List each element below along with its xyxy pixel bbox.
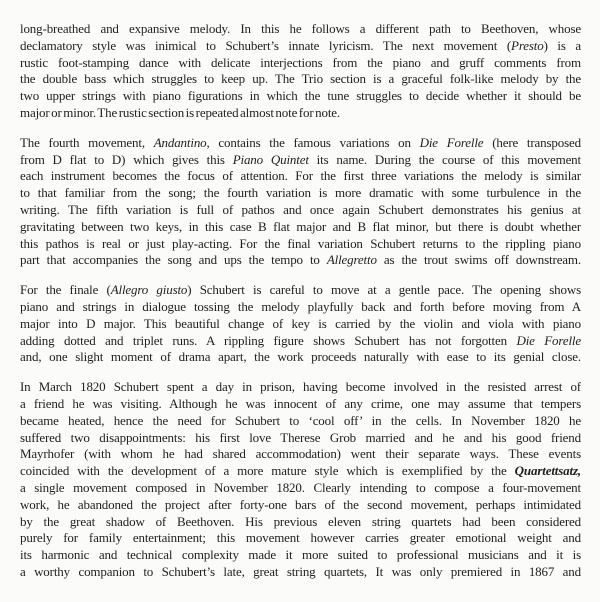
text-line xyxy=(20,463,581,480)
emphasized-text: Allegretto xyxy=(326,252,377,268)
emphasized-text: Andantino xyxy=(153,134,207,150)
text-run: coincided with the development of a more mature style which is exemplified by the xyxy=(20,463,515,479)
emphasized-text: Quartettsatz, xyxy=(514,463,581,479)
text-run: two upper strings with piano figurations in which the tune struggles to decide whether it should be xyxy=(20,88,581,104)
text-line xyxy=(20,152,581,169)
text-run: to that familiar from the song; the fourth variation is more dramatic with some turbulence in the xyxy=(20,185,581,201)
text-run: a worthy companion to Schubert’s late, great string quartets, It was only premiered in 1867 and xyxy=(20,563,581,579)
text-line xyxy=(20,547,581,564)
text-line xyxy=(20,135,581,152)
text-run: part that accompanies the song and ups the tempo to xyxy=(20,252,327,268)
paragraph xyxy=(20,379,581,581)
text-run: ) is a xyxy=(543,37,581,53)
text-line xyxy=(20,236,581,253)
text-run: each instrument becomes the focus of attention. For the first three variations the melody is similar xyxy=(20,168,581,184)
text-run: a friend he was visiting. Although he was innocent of any crime, one may assume that tempers xyxy=(20,395,581,411)
text-line xyxy=(20,219,581,236)
text-run: its harmonic and technical complexity made it more suited to professional musicians and it is xyxy=(20,547,581,563)
text-run: long-breathed and expansive melody. In this he follows a different path to Beethoven, whose xyxy=(20,21,581,36)
text-run: ) Schubert is careful to move at a gentle pace. The opening shows xyxy=(187,282,581,298)
emphasized-text: Die Forelle xyxy=(516,332,581,348)
text-run: major or minor. The rustic section is repeated almost note for note. xyxy=(20,104,340,120)
text-line xyxy=(20,105,581,122)
text-line xyxy=(20,446,581,463)
text-line xyxy=(20,333,581,350)
paragraph xyxy=(20,282,581,366)
text-run: declamatory style was inimical to Schubert’s innate lyricism. The next movement ( xyxy=(20,37,512,53)
text-line xyxy=(20,480,581,497)
text-run: this pathos is real or just play-acting. For the final variation Schubert returns to the rippling piano xyxy=(20,235,581,251)
text-line xyxy=(20,514,581,531)
text-line xyxy=(20,430,581,447)
text-line xyxy=(20,71,581,88)
text-run: became heated, hence the need for Schubert to ‘cool off’ in the cells. In November 1820 he xyxy=(20,412,581,428)
text-run: by the great shadow of Beethoven. His previous eleven string quartets had been considered xyxy=(20,513,581,529)
emphasized-text: Presto xyxy=(511,37,544,53)
text-run: from D flat to D) which gives this xyxy=(20,151,233,167)
document-body xyxy=(20,21,581,581)
text-line xyxy=(20,202,581,219)
text-line xyxy=(20,168,581,185)
text-run: as the trout swims off downstream. xyxy=(376,252,581,268)
text-line xyxy=(20,379,581,396)
text-line xyxy=(20,252,581,269)
text-line xyxy=(20,21,581,38)
text-line xyxy=(20,413,581,430)
text-run: rustic foot-stamping dance with delicate interjections from the piano and gruff comments from xyxy=(20,54,581,70)
text-run: major into D major. This beautiful change of key is carried by the violin and viola with piano xyxy=(20,315,581,331)
text-run: In March 1820 Schubert spent a day in prison, having become involved in the resisted arrest of xyxy=(20,379,581,395)
text-run: piano and strings in dialogue tossing the melody playfully back and forth before moving from A xyxy=(20,298,581,314)
text-run: the double bass which struggles to keep up. The Trio section is a graceful folk-like melody by the xyxy=(20,71,581,87)
text-run: writing. The fifth variation is full of pathos and once again Schubert demonstrates his genius at xyxy=(20,201,581,217)
text-run: Mayrhofer (with whom he had shared accommodation) went their separate ways. These events xyxy=(20,446,581,462)
paragraph xyxy=(20,135,581,269)
paragraph xyxy=(20,21,581,122)
text-line xyxy=(20,396,581,413)
text-line xyxy=(20,530,581,547)
text-run: purely for family entertainment; this movement however carries greater emotional weight and xyxy=(20,530,581,546)
text-line xyxy=(20,299,581,316)
emphasized-text: Piano Quintet xyxy=(232,151,309,167)
text-line xyxy=(20,38,581,55)
text-line xyxy=(20,497,581,514)
emphasized-text: Allegro giusto xyxy=(110,282,188,298)
text-run: The fourth movement, xyxy=(20,134,154,150)
text-run: suffered two disappointments: his first love Therese Grob married and he and his good friend xyxy=(20,429,581,445)
text-run: a single movement composed in November 1820. Clearly intending to compose a four-movement xyxy=(20,479,581,495)
text-run: , contains the famous variations on xyxy=(206,134,420,150)
text-line xyxy=(20,185,581,202)
text-line xyxy=(20,88,581,105)
text-run: (here transposed xyxy=(483,134,581,150)
text-run: work, he abandoned the project after forty-one bars of the second movement, perhaps intimidated xyxy=(20,496,581,512)
text-line xyxy=(20,349,581,366)
text-line xyxy=(20,282,581,299)
emphasized-text: Die Forelle xyxy=(419,134,484,150)
text-line xyxy=(20,316,581,333)
text-run: gravitating between two keys, in this case B flat major and B flat minor, but there is doubt whether xyxy=(20,218,581,234)
text-run: its name. During the course of this movement xyxy=(308,151,581,167)
text-line xyxy=(20,564,581,581)
text-run: and, one slight moment of drama apart, the work proceeds naturally with ease to its genial close. xyxy=(20,349,581,365)
text-line xyxy=(20,55,581,72)
text-run: adding dotted and triplet runs. A rippling figure shows Schubert has not forgotten xyxy=(20,332,517,348)
text-run: For the finale ( xyxy=(20,282,111,298)
